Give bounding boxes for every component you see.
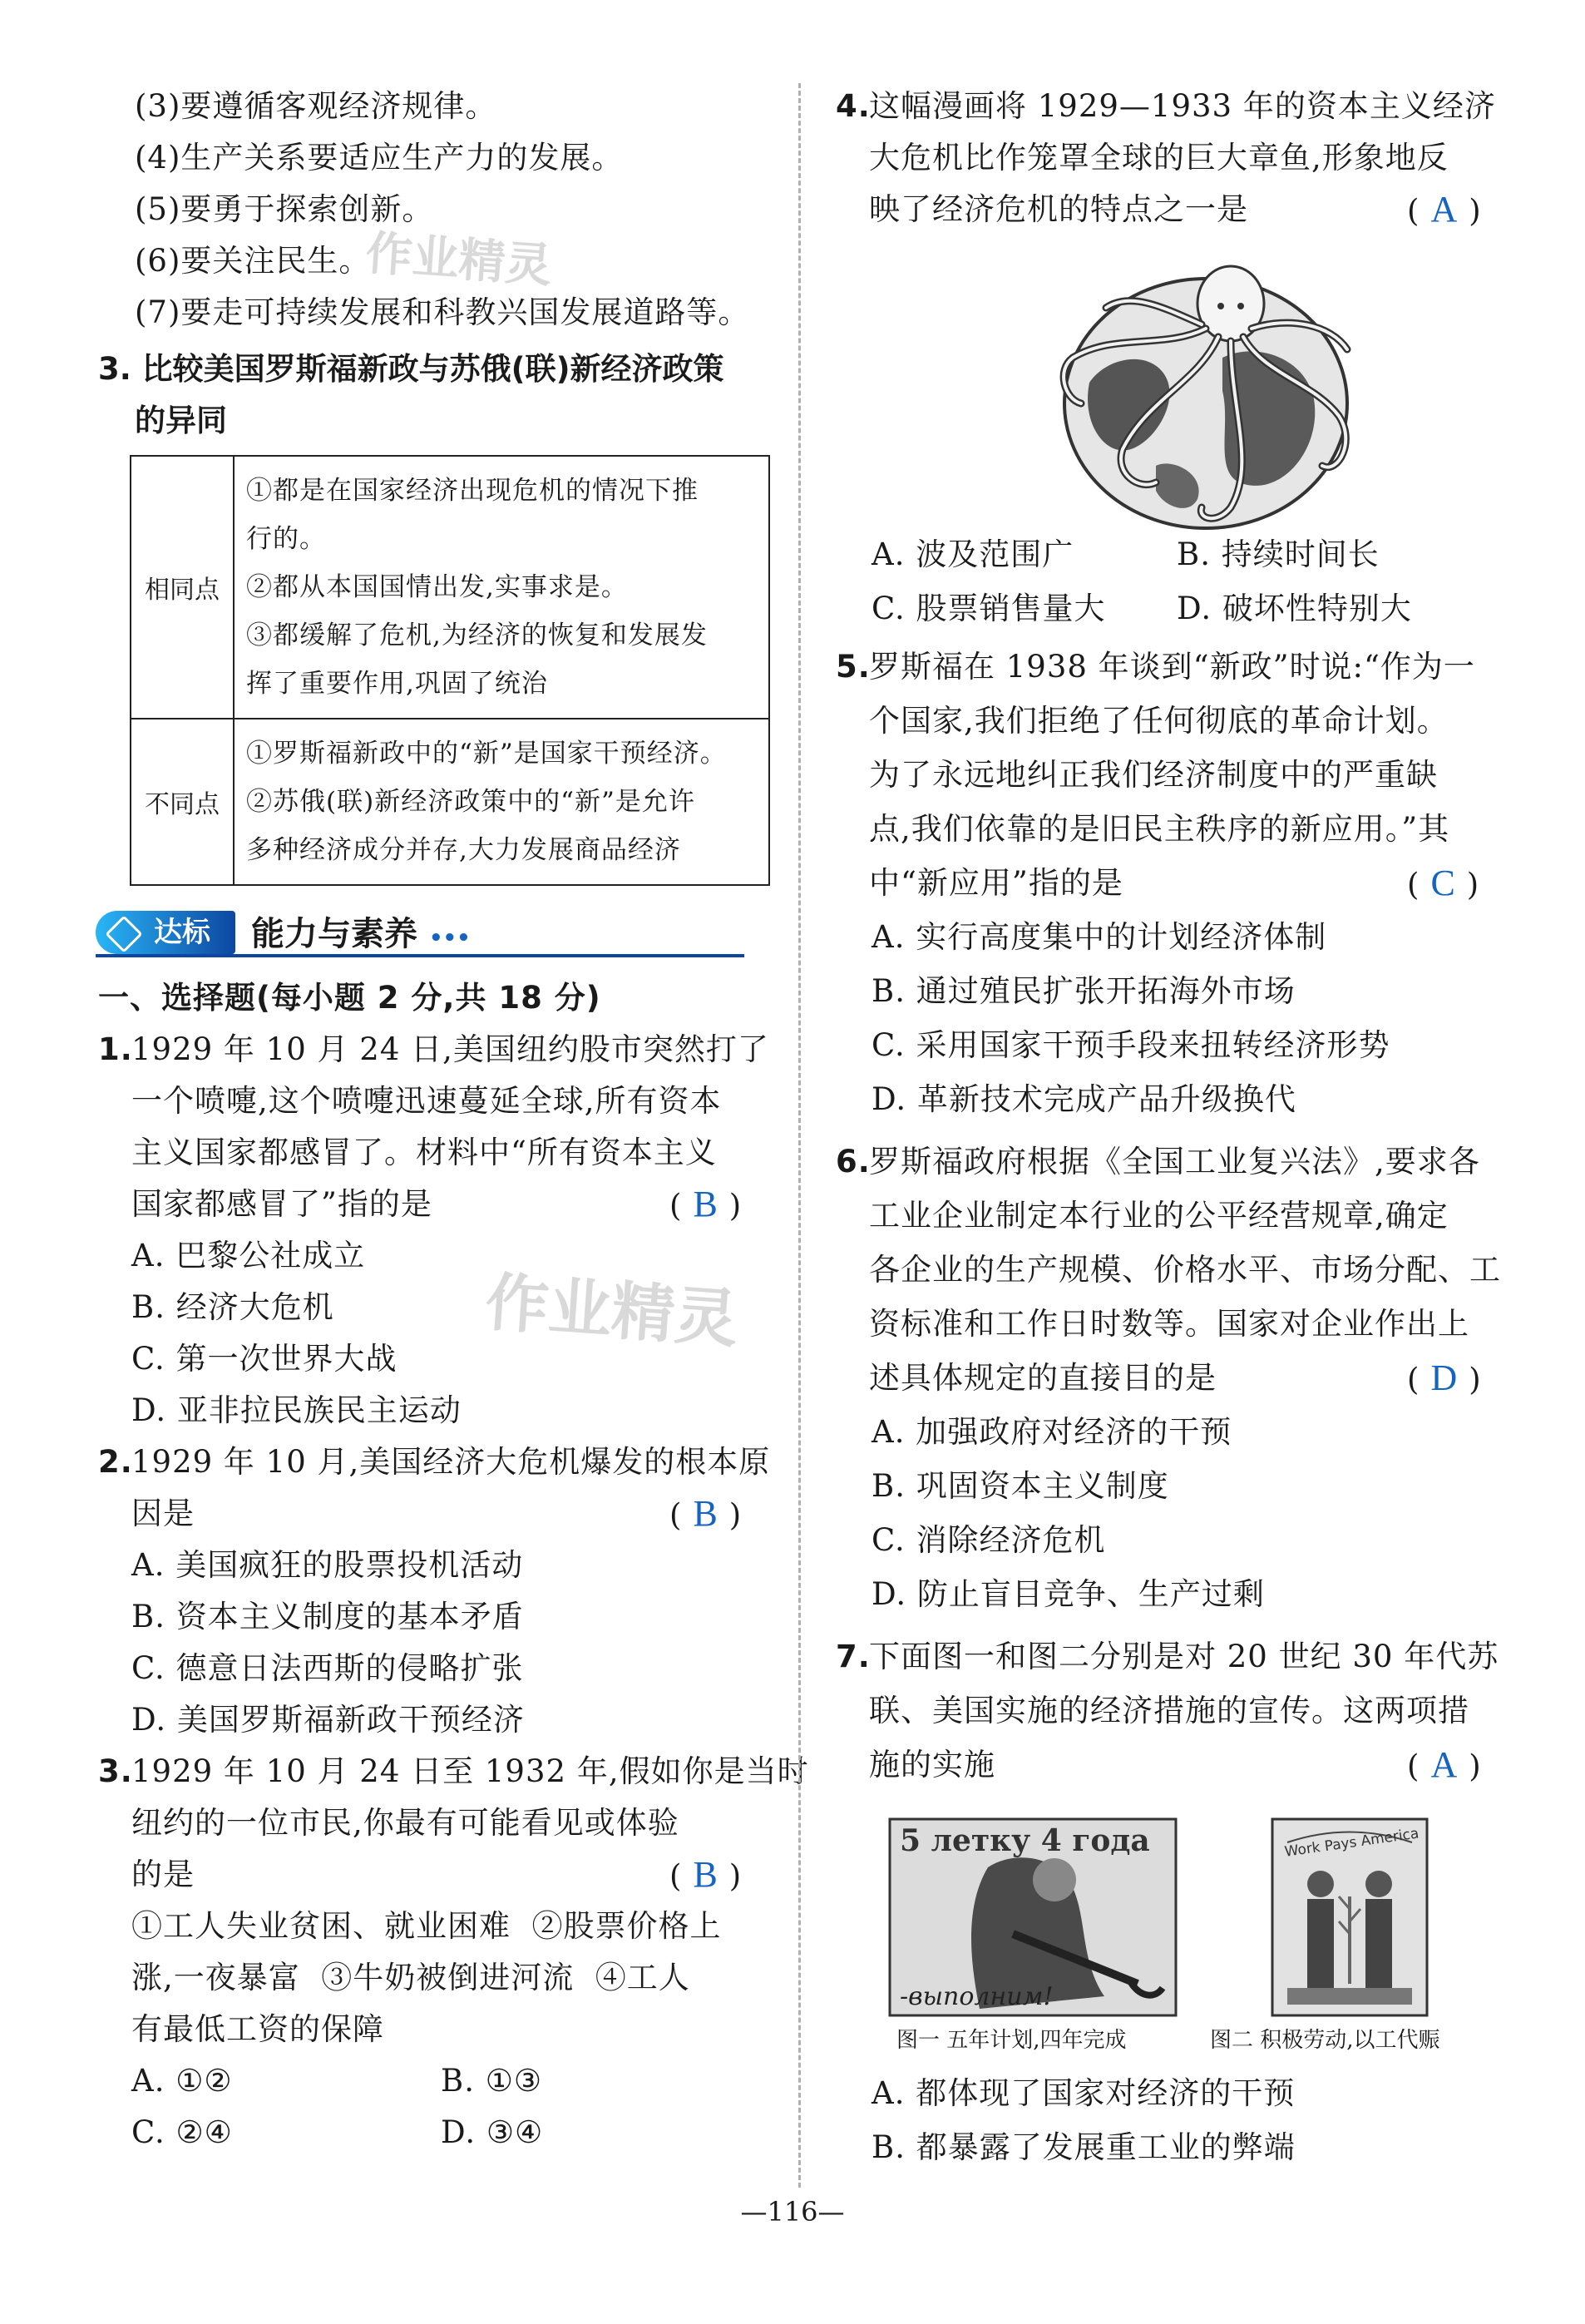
- section-underline: [96, 954, 744, 957]
- tag-icon: [105, 915, 142, 952]
- question-text: 映了经济危机的特点之一是: [869, 191, 1248, 227]
- poster-work-pays-america: [1271, 1817, 1429, 2017]
- option: D. 革新技术完成产品升级换代: [872, 1081, 1296, 1117]
- option: D. ③④: [441, 2114, 544, 2150]
- question-text: 点,我们依靠的是旧民主秩序的新应用。”其: [869, 811, 1450, 847]
- question-text: 罗斯福在 1938 年谈到“新政”时说:“作为一: [869, 649, 1475, 685]
- table-cell-line: ③都缓解了危机,为经济的恢复和发展发: [246, 621, 708, 650]
- option: A. 都体现了国家对经济的干预: [872, 2075, 1296, 2111]
- subheading: 一、选择题(每小题 2 分,共 18 分): [98, 980, 601, 1016]
- question-number: 6.: [836, 1144, 871, 1179]
- watermark: 作业精灵: [482, 1264, 741, 1357]
- table-cell-line: ①都是在国家经济出现危机的情况下推: [246, 476, 699, 506]
- option: B. ①③: [441, 2063, 543, 2099]
- option: B. 通过殖民扩张开拓海外市场: [872, 973, 1296, 1009]
- question-text: 施的实施: [869, 1747, 995, 1783]
- option: A. 实行高度集中的计划经济体制: [872, 919, 1327, 955]
- option: C. ②④: [131, 2114, 233, 2150]
- option: C. 第一次世界大战: [131, 1341, 397, 1377]
- table-row: [131, 456, 769, 719]
- question-text: 1929 年 10 月 24 日,美国纽约股市突然打了: [131, 1031, 769, 1067]
- question-text: 有最低工资的保障: [131, 2011, 384, 2047]
- watermark: 作业精灵: [363, 226, 554, 294]
- answer-bracket: ( C ): [1407, 863, 1479, 903]
- poster-text: 5 летку 4 года: [900, 1823, 1150, 1858]
- same-content: [234, 456, 769, 719]
- question-number: 2.: [98, 1444, 133, 1480]
- question-text: 1929 年 10 月 24 日至 1932 年,假如你是当时: [131, 1753, 809, 1789]
- question-number: 5.: [836, 649, 871, 685]
- option: B. 持续时间长: [1177, 536, 1380, 572]
- same-label: 相同点: [131, 456, 234, 719]
- section-badge: [96, 911, 235, 954]
- table-cell-line: ①罗斯福新政中的“新”是国家干预经济。: [246, 739, 727, 769]
- table-row: [131, 719, 769, 885]
- question-text: 个国家,我们拒绝了任何彻底的革命计划。: [869, 703, 1449, 739]
- compare-title: 3. 比较美国罗斯福新政与苏俄(联)新经济政策: [98, 351, 724, 387]
- poster-text: -выполним!: [900, 1982, 1054, 2011]
- question-number: 7.: [836, 1639, 871, 1674]
- poster-five-year-plan: [888, 1817, 1178, 2017]
- question-text: 联、美国实施的经济措施的宣传。这两项措: [869, 1693, 1469, 1728]
- question-text: 为了永远地纠正我们经济制度中的严重缺: [869, 757, 1438, 793]
- comparison-table: [130, 455, 770, 886]
- option: B. 都暴露了发展重工业的弊端: [872, 2129, 1296, 2165]
- list-item: (7)要走可持续发展和科教兴国发展道路等。: [135, 294, 750, 330]
- option: D. 亚非拉民族民主运动: [131, 1392, 462, 1428]
- question-text: 资标准和工作日时数等。国家对企业作出上: [869, 1306, 1469, 1342]
- list-item: (5)要勇于探索创新。: [135, 191, 434, 227]
- question-text: 各企业的生产规模、价格水平、市场分配、工: [869, 1252, 1501, 1288]
- option: C. 采用国家干预手段来扭转经济形势: [872, 1027, 1390, 1063]
- octopus-globe-cartoon: [1039, 258, 1372, 532]
- figure-caption: 图二 积极劳动,以工代赈: [1210, 2028, 1440, 2053]
- answer-bracket: ( D ): [1407, 1357, 1481, 1398]
- list-item: (6)要关注民生。: [135, 243, 371, 279]
- option: C. 股票销售量大: [872, 591, 1106, 626]
- table-cell-line: ②苏俄(联)新经济政策中的“新”是允许: [246, 787, 695, 817]
- question-text: 主义国家都感冒了。材料中“所有资本主义: [131, 1135, 717, 1170]
- figure-caption: 图一 五年计划,四年完成: [896, 2028, 1127, 2053]
- question-number: 4.: [836, 88, 871, 124]
- option: D. 美国罗斯福新政干预经济: [131, 1702, 525, 1738]
- option: B. 资本主义制度的基本矛盾: [131, 1599, 524, 1634]
- question-text: 的是: [131, 1857, 195, 1892]
- question-text: 下面图一和图二分别是对 20 世纪 30 年代苏: [869, 1639, 1499, 1674]
- question-text: 国家都感冒了”指的是: [131, 1186, 432, 1222]
- option: A. 波及范围广: [872, 536, 1074, 572]
- question-text: 这幅漫画将 1929—1933 年的资本主义经济: [869, 88, 1496, 124]
- section-title: 能力与素养 •••: [251, 915, 471, 953]
- option: C. 德意日法西斯的侵略扩张: [131, 1650, 524, 1686]
- option: A. 美国疯狂的股票投机活动: [131, 1547, 524, 1583]
- list-item: (4)生产关系要适应生产力的发展。: [135, 140, 624, 176]
- option: A. 巴黎公社成立: [131, 1238, 366, 1273]
- option: A. ①②: [131, 2063, 233, 2099]
- answer-bracket: ( A ): [1407, 1744, 1481, 1785]
- question-text: 罗斯福政府根据《全国工业复兴法》,要求各: [869, 1144, 1480, 1179]
- table-cell-line: ②都从本国国情出发,实事求是。: [246, 572, 628, 602]
- table-cell-line: 挥了重要作用,巩固了统治: [246, 669, 548, 699]
- option: B. 巩固资本主义制度: [872, 1468, 1169, 1504]
- diff-content: [234, 719, 769, 885]
- answer-bracket: ( B ): [669, 1854, 742, 1895]
- table-cell-line: 行的。: [246, 524, 326, 554]
- answer-bracket: ( B ): [669, 1184, 742, 1224]
- question-text: 涨,一夜暴富 ③牛奶被倒进河流 ④工人: [131, 1960, 690, 1995]
- compare-title-cont: 的异同: [135, 403, 227, 438]
- table-cell-line: 多种经济成分并存,大力发展商品经济: [246, 835, 681, 865]
- question-text: 因是: [131, 1496, 195, 1531]
- column-divider: [798, 83, 801, 2188]
- question-text: 大危机比作笼罩全球的巨大章鱼,形象地反: [869, 140, 1449, 176]
- option: D. 防止盲目竞争、生产过剩: [872, 1576, 1265, 1612]
- question-number: 1.: [98, 1031, 133, 1067]
- question-text: 述具体规定的直接目的是: [869, 1360, 1217, 1396]
- question-text: 1929 年 10 月,美国经济大危机爆发的根本原: [131, 1444, 771, 1480]
- option: D. 破坏性特别大: [1177, 591, 1412, 626]
- option: B. 经济大危机: [131, 1289, 334, 1325]
- question-text: 一个喷嚏,这个喷嚏迅速蔓延全球,所有资本: [131, 1083, 722, 1119]
- question-text: 工业企业制定本行业的公平经营规章,确定: [869, 1198, 1449, 1234]
- answer-bracket: ( B ): [669, 1493, 742, 1534]
- list-item: (3)要遵循客观经济规律。: [135, 88, 497, 124]
- option: A. 加强政府对经济的干预: [872, 1414, 1232, 1450]
- poster-text: Work Pays America: [1283, 1825, 1420, 1861]
- question-text: 纽约的一位市民,你最有可能看见或体验: [131, 1805, 679, 1841]
- option: C. 消除经济危机: [872, 1522, 1106, 1558]
- badge-label: 达标: [154, 916, 210, 949]
- diff-label: 不同点: [131, 719, 234, 885]
- question-text: 中“新应用”指的是: [869, 865, 1123, 901]
- answer-bracket: ( A ): [1407, 189, 1481, 230]
- question-text: ①工人失业贫困、就业困难 ②股票价格上: [131, 1908, 722, 1944]
- question-number: 3.: [98, 1753, 133, 1789]
- page-number: —116—: [740, 2196, 845, 2228]
